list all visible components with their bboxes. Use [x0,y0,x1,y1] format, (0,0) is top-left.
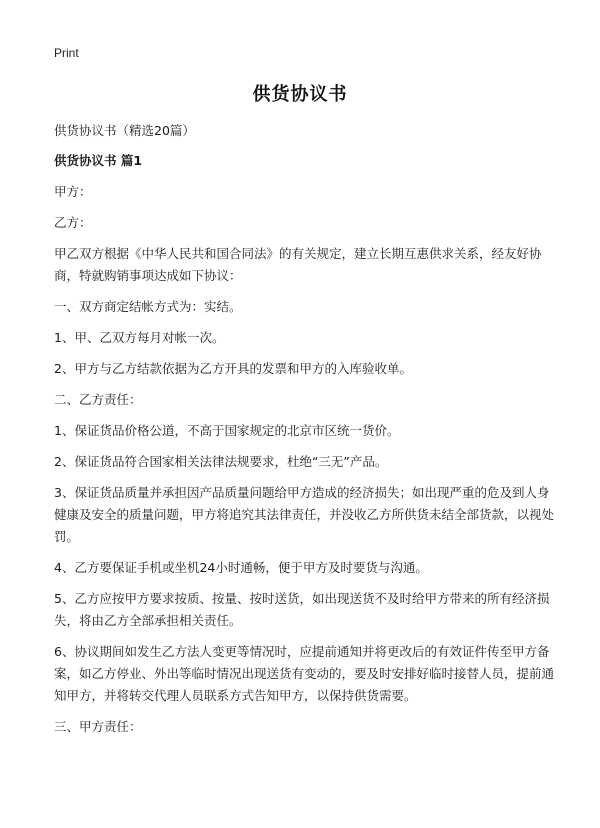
document-subtitle: 供货协议书（精选20篇） [54,123,195,138]
clause-item: 1、甲、乙双方每月对帐一次。 [54,330,225,345]
party-a-line: 甲方： [54,184,92,199]
clause-item: 4、乙方要保证手机或坐机24小时通畅，便于甲方及时要货与沟通。 [54,560,428,575]
clause-item: 2、甲方与乙方结款依据为乙方开具的发票和甲方的入库验收单。 [54,361,412,376]
clause-item: 6、协议期间如发生乙方法人变更等情况时，应提前通知并将更改后的有效证件传至甲方备案，如乙方停业、外出等临时情况出现送货有变动的，要及时安排好临时接替人员，提前通知甲方，并将转交代理人员联系方式告知甲方，以保持供货需要。 [54,644,555,703]
document-title: 供货协议书 [252,84,348,105]
print-link[interactable]: Print [54,46,79,60]
clause-heading: 三、甲方责任： [54,719,142,734]
document-body [54,121,554,738]
clause-item: 1、保证货品价格公道，不高于国家规定的北京市区统一货价。 [54,423,400,438]
clause-item: 3、保证货品质量并承担因产品质量问题给甲方造成的经济损失；如出现严重的危及到人身健康及安全的质量问题，甲方将追究其法律责任，并没收乙方所供货未结全部货款，以视处罚。 [54,485,555,544]
clause-item: 5、乙方应按甲方要求按质、按量、按时送货，如出现送货不及时给甲方带来的所有经济损失，将由乙方全部承担相关责任。 [54,591,550,628]
clause-item: 2、保证货品符合国家相关法律法规要求，杜绝“三无”产品。 [54,454,388,469]
intro-paragraph: 甲乙双方根据《中华人民共和国合同法》的有关规定，建立长期互惠供求关系，经友好协商，特就购销事项达成如下协议： [54,246,542,283]
clause-heading: 二、乙方责任： [54,392,142,407]
party-b-line: 乙方： [54,215,92,230]
section-heading: 供货协议书 篇1 [54,153,143,168]
clause-heading: 一、双方商定结帐方式为：实结。 [54,299,242,314]
